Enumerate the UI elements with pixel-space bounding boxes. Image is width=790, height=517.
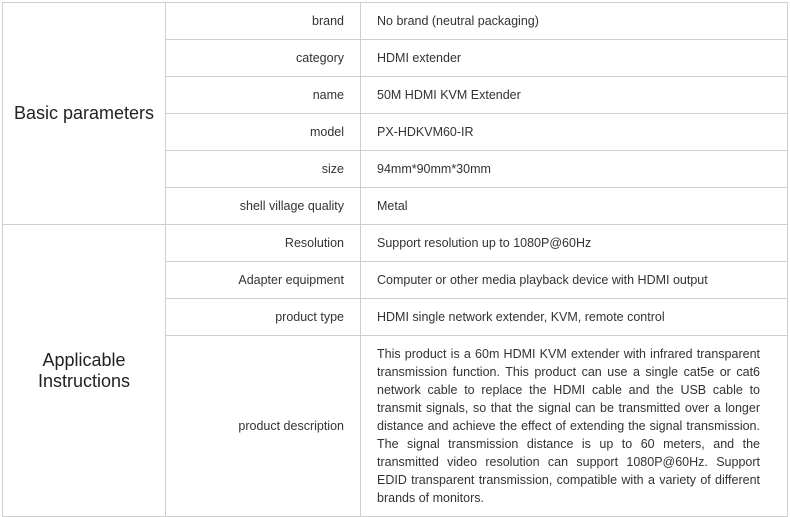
row-key: name [166,77,361,114]
group-title: Basic parameters [13,103,155,123]
row-key: product type [166,299,361,336]
row-key: brand [166,3,361,40]
row-value: HDMI single network extender, KVM, remote control [361,299,788,336]
row-value: 50M HDMI KVM Extender [361,77,788,114]
group-basic-parameters [3,3,166,225]
table-row [3,225,788,262]
group-applicable-instructions [3,225,166,517]
row-key: size [166,151,361,188]
row-key: product description [166,336,361,517]
spec-table [2,2,788,517]
row-key: Resolution [166,225,361,262]
table-row [3,3,788,40]
row-value: 94mm*90mm*30mm [361,151,788,188]
row-value: PX-HDKVM60-IR [361,114,788,151]
row-key: Adapter equipment [166,262,361,299]
row-key: model [166,114,361,151]
row-key: category [166,40,361,77]
row-value: No brand (neutral packaging) [361,3,788,40]
group-title-line2: Instructions [37,370,131,391]
row-value: Computer or other media playback device with HDMI output [361,262,788,299]
group-title-line1: Applicable [42,349,126,370]
row-key: shell village quality [166,188,361,225]
row-value: HDMI extender [361,40,788,77]
product-description-text: This product is a 60m HDMI KVM extender with infrared transparent transmission function. This product can use a single cat5e or cat6 network cable to replace the HDMI cable and the USB cable to transmit signals, so that the signal can be transmitted over a longer distance and achieve the effect of extending the signal transmission. The signal transmission distance is up to 60 meters, and the transmitted video resolution can support 1080P@60Hz. Support EDID transparent transmission, compatible with a variety of different brands of monitors. [361,336,788,517]
row-value: Support resolution up to 1080P@60Hz [361,225,788,262]
row-value: Metal [361,188,788,225]
